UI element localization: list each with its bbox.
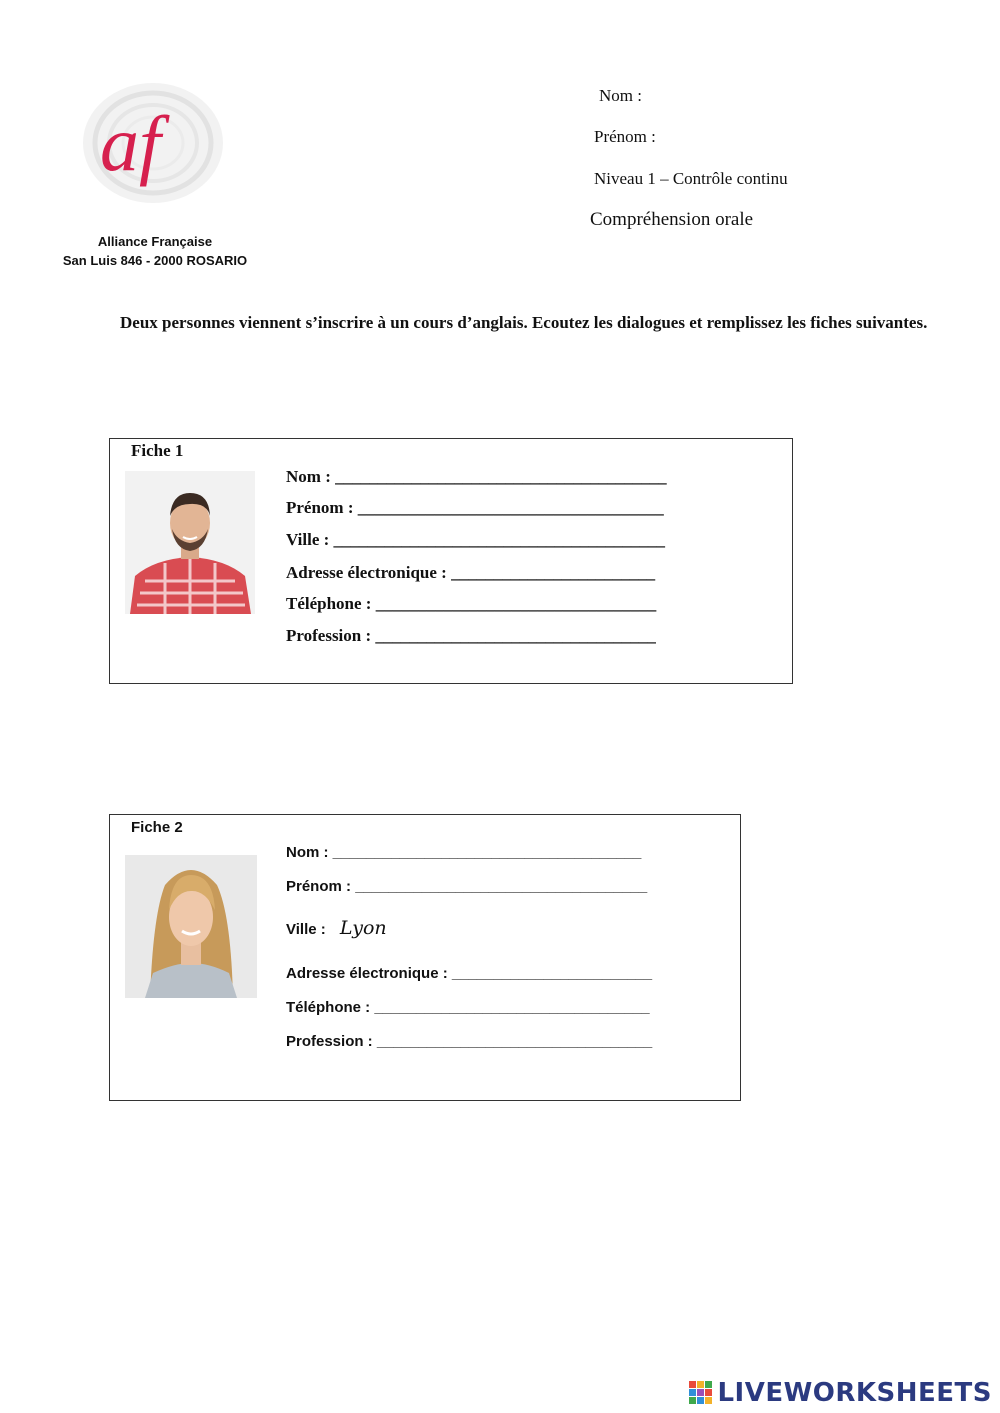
blank-line[interactable]: _________________________________ [375, 626, 656, 645]
fiche-2-field-profession[interactable] [286, 1033, 652, 1050]
organization-name: Alliance Française [97, 234, 213, 249]
alliance-francaise-logo [78, 78, 228, 208]
af-logo-icon [78, 78, 228, 208]
field-label: Prénom : [286, 878, 352, 895]
watermark-text: LIVEWORKSHEETS [717, 1378, 992, 1408]
field-label: Profession : [286, 626, 372, 645]
fiche-1-field-ville[interactable] [286, 530, 665, 550]
field-label: Nom : [286, 844, 329, 861]
field-label: Adresse électronique : [286, 563, 447, 582]
fiche-2-field-adresse[interactable] [286, 965, 652, 982]
fiche-2-field-prenom[interactable] [286, 878, 647, 895]
fiche-1-field-nom[interactable] [286, 467, 667, 487]
fiche-1-card [109, 438, 793, 684]
header-nom: Nom : [599, 86, 642, 105]
field-label: Adresse électronique : [286, 965, 448, 982]
field-label: Ville : [286, 921, 326, 938]
blank-line[interactable]: _______________________________________ [333, 530, 666, 549]
fiche-1-field-adresse[interactable] [286, 563, 655, 583]
field-label: Téléphone : [286, 594, 372, 613]
blank-line[interactable]: _____________________________________ [332, 844, 642, 861]
field-label: Nom : [286, 467, 331, 486]
fiche-1-title: Fiche 1 [131, 441, 184, 460]
blank-line[interactable]: ________________________ [451, 563, 656, 582]
fiche-1-field-telephone[interactable] [286, 594, 656, 614]
header-niveau: Niveau 1 – Contrôle continu [594, 169, 788, 188]
blank-line[interactable]: _________________________________ [375, 594, 657, 613]
blank-line[interactable]: _______________________________________ [335, 467, 667, 486]
fiche-1-field-profession[interactable] [286, 626, 656, 646]
ville-handwritten-value[interactable]: Lyon [339, 917, 387, 939]
fiche-2-field-nom[interactable] [286, 844, 641, 861]
fiche-2-card [109, 814, 741, 1101]
woman-photo [125, 855, 257, 998]
blank-line[interactable]: ________________________ [451, 965, 653, 982]
blank-line[interactable]: ____________________________________ [357, 498, 664, 517]
liveworksheets-blocks-icon [689, 1381, 713, 1405]
header-prenom: Prénom : [594, 127, 656, 146]
section-title: Compréhension orale [590, 209, 754, 230]
svg-text:af: af [100, 100, 161, 187]
organization-address: San Luis 846 - 2000 ROSARIO [62, 253, 248, 268]
instructions: Deux personnes viennent s’inscrire à un cours d’anglais. Ecoutez les dialogues et remplissez les fiches suivantes. [120, 313, 928, 332]
field-label: Ville : [286, 530, 330, 549]
man-portrait-icon [125, 471, 255, 614]
fiche-1-field-prenom[interactable] [286, 498, 664, 518]
blank-line[interactable]: _________________________________ [374, 999, 650, 1016]
man-photo [125, 471, 255, 614]
organization-info [40, 232, 270, 270]
blank-line[interactable]: _________________________________ [376, 1033, 653, 1050]
liveworksheets-watermark [689, 1378, 992, 1408]
field-label: Téléphone : [286, 999, 371, 1016]
fiche-2-title: Fiche 2 [131, 819, 183, 836]
field-label: Prénom : [286, 498, 354, 517]
fiche-2-field-telephone[interactable] [286, 999, 650, 1016]
blank-line[interactable]: ___________________________________ [355, 878, 648, 895]
woman-portrait-icon [125, 855, 257, 998]
field-label: Profession : [286, 1033, 373, 1050]
fiche-2-field-ville[interactable] [286, 917, 387, 939]
